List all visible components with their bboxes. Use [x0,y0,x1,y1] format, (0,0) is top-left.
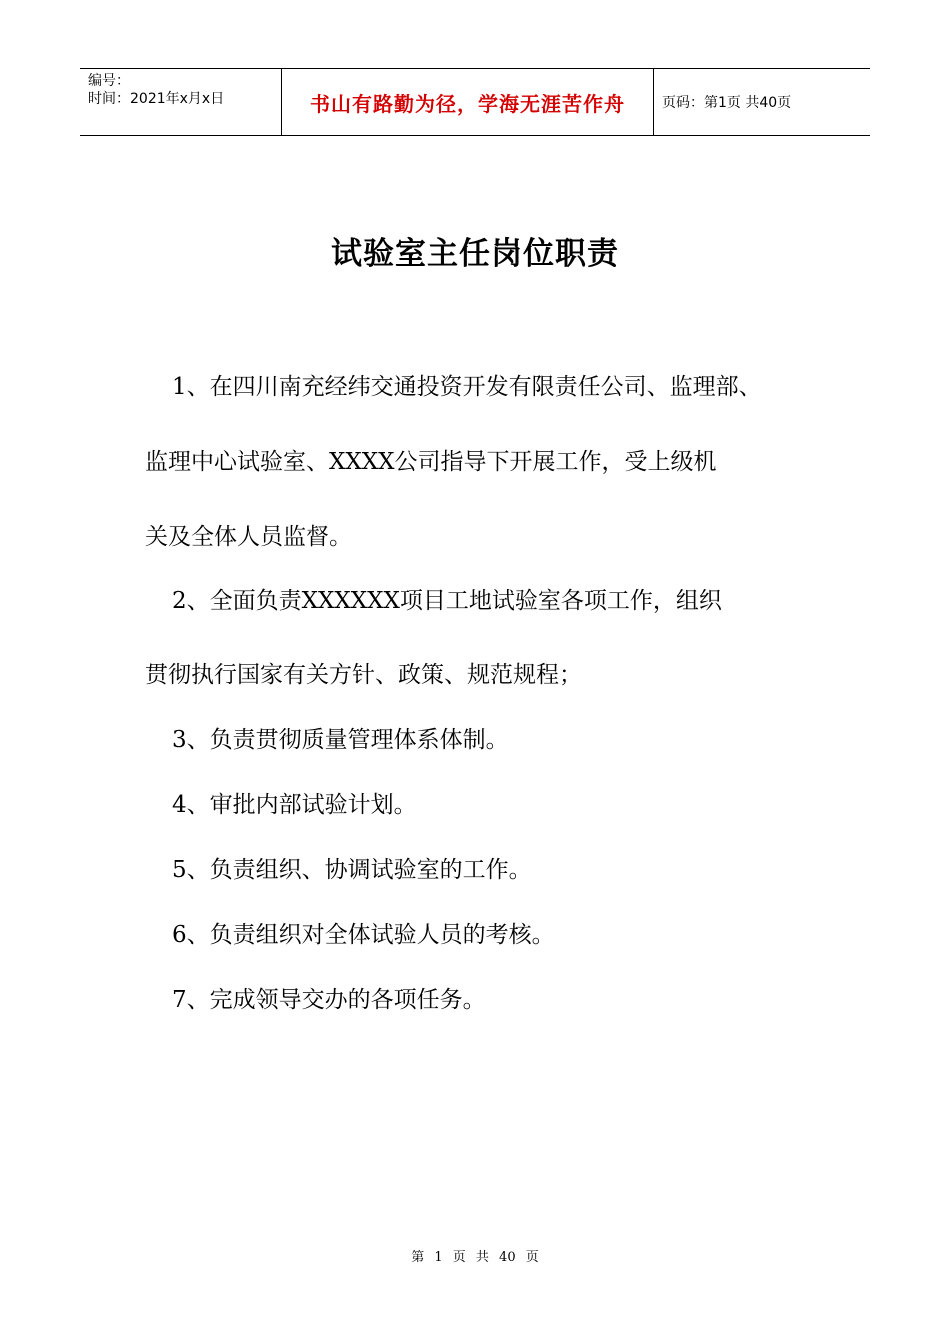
header-meta-cell [80,69,282,135]
duty-line-7: 7、完成领导交办的各项任务。 [172,987,486,1013]
document-date: 时间：2021年x月x日 [88,91,225,107]
header-page-info: 页码：第1页 共40页 [662,95,792,111]
duty-line-2-cont: 贯彻执行国家有关方针、政策、规范规程； [145,662,582,688]
header-motto: 书山有路勤为径，学海无涯苦作舟 [282,69,654,135]
duty-line-6: 6、负责组织对全体试验人员的考核。 [172,922,555,948]
duty-line-1: 1、在四川南充经纬交通投资开发有限责任公司、监理部、 [172,374,762,400]
duty-line-4: 4、审批内部试验计划。 [172,792,417,818]
page-footer: 第 1 页 共 40 页 [411,1250,539,1265]
document-title: 试验室主任岗位职责 [331,236,619,272]
duty-line-3: 3、负责贯彻质量管理体系体制。 [172,727,509,753]
duty-line-1-cont: 监理中心试验室、XXXX公司指导下开展工作，受上级机 [145,449,717,475]
document-number-label: 编号： [88,73,130,89]
duty-line-2: 2、全面负责XXXXXX项目工地试验室各项工作，组织 [172,588,722,614]
duty-line-5: 5、负责组织、协调试验室的工作。 [172,857,532,883]
page-header [80,68,870,136]
duty-line-1-end: 关及全体人员监督。 [145,524,352,550]
